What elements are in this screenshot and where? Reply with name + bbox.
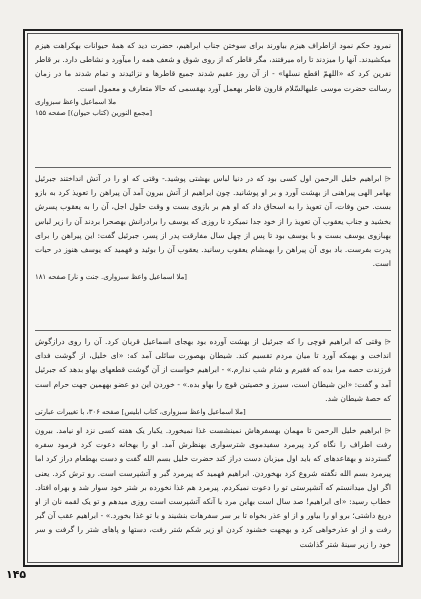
source-reference: [مجمع النورین (کتاب حیوان)] صفحه ۱۵۵ (35, 108, 153, 117)
page-content (35, 39, 391, 557)
source-reference: [ملا اسماعیل واعظ سبزواری، کتاب ابلیس] صفحه ۳۰۶، با تغییرات عبارتی (35, 408, 246, 417)
section-divider (35, 330, 391, 331)
source-author: ملا اسماعیل واعظ سبزواری (35, 97, 117, 106)
section-divider (35, 167, 391, 168)
paragraph-block (35, 39, 391, 165)
page-frame (23, 29, 403, 567)
paragraph-text: ⩤ ابراهیم خلیل الرحمن تا مهمان بهسفرهاش نمینشست غذا نمیخورد. یکبار یک هفته کسی نزد او نیامد. بیرون رفت اطراف را نگاه کرد پیرمرد سفیدموی شترسواری بهنظرش آمد. او را بهخانه دعوت کرد فرمود سفره گستردند و بهقاعدهای که باید اول میزبان دست دراز کند حضرت خلیل بسم الله گفت و دست بهطعام دراز کرد اما پیرمرد بسم الله نگفته شروع کرد بهخوردن. ابراهیم فهمید که پیرمرد گبر و آتشپرست است. رو ترش کرد. یعنی اگر اول میدانستم که آتشپرستی تو را دعوت نمیکردم. پیرمرد هم غذا نخورده بر شتر خود سوار شد و بهراه افتاد. خطاب رسید: «ای ابراهیم! صد سال است بهاین مرد با آنکه آتشپرست است روزی میدهم و تو یک لقمه نان از او دریغ داشتی؛ برو او را بیاور و از او عذر بخواه تا بر سر سفرهات بنشیند و با تو غذا بخورد.» - ابراهیم عقب آن گبر رفت و از او عذرخواهی کرد و بهجهت خشنود کردن او زیر شکم شتر رفت، دستها و پاهای شتر را گرفت و سر خود را زیر سینهٔ شتر گذاشت (35, 426, 391, 549)
source-reference: [ملا اسماعیل واعظ سبزواری. جنت و نار] صفحه ۱۸۱ (35, 273, 187, 282)
paragraph-text: ⩤ ابراهیم خلیل الرحمن اول کسی بود که در دنیا لباس بهشتی پوشید.- وقتی که او را در آتش انداختند جبرئیل بهامر الهی پیراهنی از بهشت آورد و بر او پوشانید. چون ابراهیم از آتش بیرون آمد آن پیراهن را تعویذ کرد به بازو بست. حین وفات، آن تعویذ را به اسحاق داد که او هم بر بازوی بست و وقت حلول اجل، آن را به یعقوب پسرش بخشید و جناب یعقوب آن تعویذ را از خود جدا نمیکرد تا روزی که یوسف را برادرانش بهصحرا بردند آن را زیر لباس بهبازوی یوسف بست و با یوسف بود تا پس از چهل سال مفارقت پدر از پسر، جبرئیل گفت: این پیراهن را برای پدرت بفرست. باد بوی آن پیراهن را بهمشام یعقوب رسانید. یعقوب آن را بوئید و فهمید که یوسف هنوز در حیات است. (35, 174, 391, 269)
section-divider (35, 419, 391, 420)
paragraph-block (35, 424, 391, 556)
paragraph-block (35, 172, 391, 328)
paragraph-block (35, 335, 391, 417)
paragraph-text: ⩤ وقتی که ابراهیم قوچی را که جبرئیل از بهشت آورده بود بهجای اسماعیل قربان کرد. آن را روی درازگوش انداخت و بهمکه آورد تا میان مردم تقسیم کند. شیطان بهصورت سائلی آمد که: «ای خلیل، از گوشت فدای فرزندت حصه مرا بده که فقیرم و شام شب ندارم.» - ابراهیم خواست از آن گوشت قطعهای بهاو بدهد که جبرئیل آمد و گفت: «این شیطان است، سیرز و خصیتین قوچ را بهاو بده.» - خوردن این دو عضو بههمین جهت حرام است که حصهٔ شیطان شد. (35, 337, 391, 403)
paragraph-text: نمرود حکم نمود ازاطراف هیزم بیاورند برای سوختن جناب ابراهیم، حضرت دید که همهٔ حیوانات بهکراهت هیزم میکشیدند. آنها را میزدند تا راه میرفتند، مگر قاطر که از روی شوق و شعف همه را میآورد و نشاطی دارد. بر قاطر نفرین کرد که «اللهمّ اقطع نسلها» - از آن روز عقیم شدند جمیع قاطرها و نزائیدند و تمام شدند ما در زمان رسالت حضرت موسی علیهالسّلام قارون قاطر بهعمل آورد بهقسمی که حالا متعارف و معمول است. (35, 41, 391, 93)
page-number: ۱۴۵ (6, 568, 27, 581)
